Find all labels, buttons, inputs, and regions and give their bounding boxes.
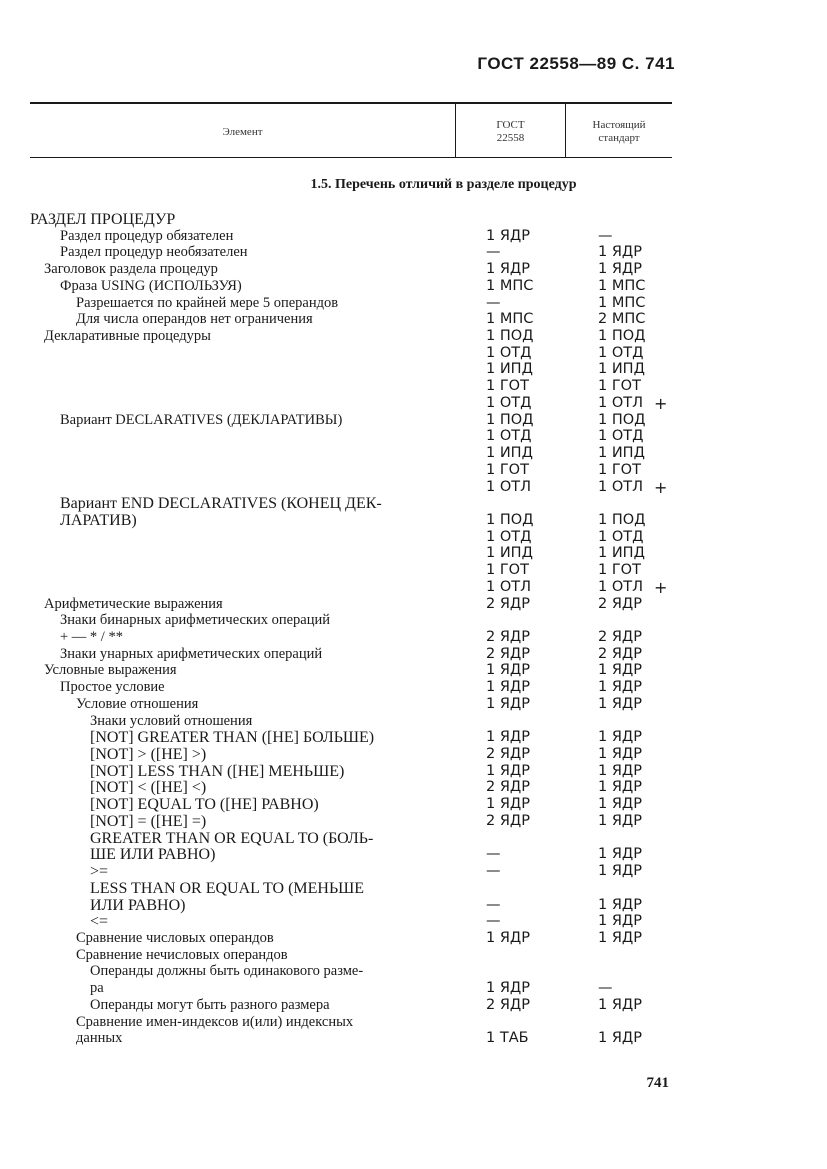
row-current-level: 1 ЯДР bbox=[598, 846, 642, 863]
row-current-level: 1 ОТЛ bbox=[598, 578, 644, 595]
table-row bbox=[0, 796, 827, 813]
row-element-label: ИЛИ РАВНО) bbox=[90, 896, 186, 914]
column-header-current-line: стандарт bbox=[598, 132, 640, 144]
table-row bbox=[0, 529, 827, 546]
row-current-level: 1 ЯДР bbox=[598, 863, 642, 880]
row-element-label: [NOT] EQUAL TO ([НЕ] РАВНО) bbox=[90, 796, 319, 814]
row-element-label: Арифметические выражения bbox=[44, 595, 223, 612]
row-gost-level: 1 МПС bbox=[486, 277, 534, 294]
row-gost-level: 1 ЯДР bbox=[486, 762, 530, 779]
row-current-level: 1 ЯДР bbox=[598, 662, 642, 679]
row-gost-level: 1 ПОД bbox=[486, 511, 534, 528]
row-current-level: 2 ЯДР bbox=[598, 645, 642, 662]
table-row bbox=[0, 428, 827, 445]
row-gost-level: — bbox=[486, 896, 501, 913]
row-plus-mark: + bbox=[654, 577, 668, 597]
row-gost-level: 2 ЯДР bbox=[486, 645, 530, 662]
row-gost-level: 2 ЯДР bbox=[486, 746, 530, 763]
row-gost-level: 1 ЯДР bbox=[486, 729, 530, 746]
table-row bbox=[0, 395, 827, 412]
table-row bbox=[0, 679, 827, 696]
table-row bbox=[0, 512, 827, 529]
row-current-level: 1 ЯДР bbox=[598, 929, 642, 946]
table-row bbox=[0, 562, 827, 579]
row-element-label: ШЕ ИЛИ РАВНО) bbox=[90, 846, 216, 864]
row-element-label: [NOT] < ([НЕ] <) bbox=[90, 779, 207, 797]
table-row bbox=[0, 779, 827, 796]
row-gost-level: — bbox=[486, 294, 501, 311]
table-row bbox=[0, 863, 827, 880]
row-element-label: <= bbox=[90, 913, 109, 931]
row-element-label: Операнды могут быть разного размера bbox=[90, 996, 330, 1013]
row-gost-level: 1 ЯДР bbox=[486, 929, 530, 946]
table-row bbox=[0, 228, 827, 245]
table-row bbox=[0, 261, 827, 278]
row-gost-level: 2 ЯДР bbox=[486, 629, 530, 645]
table-row bbox=[0, 311, 827, 328]
row-current-level: 1 ПОД bbox=[598, 511, 646, 528]
row-current-level: 1 ОТД bbox=[598, 528, 644, 545]
table-row bbox=[0, 897, 827, 914]
table-row bbox=[0, 713, 827, 730]
table-row bbox=[0, 830, 827, 847]
row-gost-level: 1 МПС bbox=[486, 311, 534, 328]
row-current-level: 1 ЯДР bbox=[598, 779, 642, 796]
row-gost-level: 1 ОТД bbox=[486, 428, 532, 445]
row-current-level: 1 ИПД bbox=[598, 445, 645, 462]
row-current-level: — bbox=[598, 227, 613, 244]
row-current-level: 1 ЯДР bbox=[598, 746, 642, 763]
row-current-level: 1 МПС bbox=[598, 277, 646, 294]
table-row bbox=[0, 412, 827, 429]
row-element-label: [NOT] GREATER THAN ([НЕ] БОЛЬШЕ) bbox=[90, 729, 375, 747]
row-current-level: 1 ГОТ bbox=[598, 378, 641, 395]
column-header-element-label: Элемент bbox=[222, 126, 263, 138]
row-element-label: + — * / ** bbox=[60, 629, 123, 645]
row-element-label: GREATER THAN OR EQUAL TO (БОЛЬ- bbox=[90, 829, 374, 847]
row-gost-level: — bbox=[486, 244, 501, 261]
row-current-level: 1 ГОТ bbox=[598, 562, 641, 579]
table-row bbox=[0, 729, 827, 746]
row-current-level: 1 ЯДР bbox=[598, 996, 642, 1013]
table-row bbox=[0, 746, 827, 763]
table-row bbox=[0, 646, 827, 663]
row-element-label: ра bbox=[90, 980, 104, 997]
row-gost-level: 2 ЯДР bbox=[486, 595, 530, 612]
table-row bbox=[0, 445, 827, 462]
table-row bbox=[0, 495, 827, 512]
row-gost-level: 1 ТАБ bbox=[486, 1030, 529, 1047]
column-header-current-line: Настоящий bbox=[592, 119, 646, 131]
row-current-level: 1 ОТД bbox=[598, 344, 644, 361]
table-row bbox=[0, 612, 827, 629]
row-element-label: Разрешается по крайней мере 5 операндов bbox=[76, 294, 339, 311]
row-element-label: Раздел процедур обязателен bbox=[60, 227, 234, 244]
row-current-level: 1 ЯДР bbox=[598, 796, 642, 813]
table-row bbox=[0, 930, 827, 947]
row-element-label: ЛАРАТИВ) bbox=[60, 511, 137, 529]
table-row bbox=[0, 1030, 827, 1047]
table-header-rule bbox=[30, 157, 672, 158]
table-row bbox=[0, 244, 827, 261]
row-current-level: 1 ОТЛ bbox=[598, 478, 644, 495]
row-plus-mark: + bbox=[654, 477, 668, 497]
table-row bbox=[0, 997, 827, 1014]
row-element-label: Фраза USING (ИСПОЛЬЗУЯ) bbox=[60, 277, 242, 294]
row-current-level: 1 ЯДР bbox=[598, 729, 642, 746]
table-row bbox=[0, 545, 827, 562]
row-gost-level: 1 ОТЛ bbox=[486, 578, 532, 595]
row-element-label: Условные выражения bbox=[44, 662, 177, 679]
table-row bbox=[0, 629, 827, 646]
row-current-level: 1 ПОД bbox=[598, 411, 646, 428]
table-row bbox=[0, 345, 827, 362]
table-row bbox=[0, 913, 827, 930]
row-gost-level: 1 ОТЛ bbox=[486, 478, 532, 495]
row-current-level: 1 ЯДР bbox=[598, 896, 642, 913]
table-row bbox=[0, 813, 827, 830]
row-element-label: Вариант END DECLARATIVES (КОНЕЦ ДЕК- bbox=[60, 495, 382, 513]
row-element-label: Условие отношения bbox=[76, 695, 199, 712]
row-current-level: 2 МПС bbox=[598, 311, 646, 328]
row-gost-level: 1 ОТД bbox=[486, 344, 532, 361]
row-current-level: 1 ЯДР bbox=[598, 261, 642, 278]
row-current-level: 1 ОТД bbox=[598, 428, 644, 445]
table-row bbox=[0, 696, 827, 713]
column-header-gost-line: 22558 bbox=[496, 132, 525, 144]
section-title: 1.5. Перечень отличий в разделе процедур bbox=[310, 177, 577, 192]
row-gost-level: 1 ЯДР bbox=[486, 261, 530, 278]
row-gost-level: 1 ЯДР bbox=[486, 679, 530, 696]
row-element-label: >= bbox=[90, 863, 109, 881]
row-current-level: 2 ЯДР bbox=[598, 595, 642, 612]
row-element-label: данных bbox=[76, 1030, 123, 1047]
row-gost-level: 1 ЯДР bbox=[486, 695, 530, 712]
row-current-level: 2 ЯДР bbox=[598, 629, 642, 645]
row-current-level: 1 ПОД bbox=[598, 328, 646, 345]
row-element-label: [NOT] > ([НЕ] >) bbox=[90, 746, 207, 764]
page-number: 741 bbox=[646, 1075, 669, 1091]
row-element-label: Декларативные процедуры bbox=[44, 328, 211, 345]
row-element-label: РАЗДЕЛ ПРОЦЕДУР bbox=[30, 211, 176, 228]
page-header: ГОСТ 22558—89 С. 741 bbox=[477, 54, 675, 73]
table-row bbox=[0, 846, 827, 863]
table-row bbox=[0, 361, 827, 378]
table-row bbox=[0, 378, 827, 395]
row-gost-level: 1 ИПД bbox=[486, 545, 533, 562]
row-current-level: 1 ЯДР bbox=[598, 695, 642, 712]
row-gost-level: 1 ЯДР bbox=[486, 662, 530, 679]
table-row bbox=[0, 462, 827, 479]
row-element-label: [NOT] LESS THAN ([НЕ] МЕНЬШЕ) bbox=[90, 762, 345, 780]
row-element-label: Знаки унарных арифметических операций bbox=[60, 645, 323, 662]
row-current-level: 1 ЯДР bbox=[598, 244, 642, 261]
row-gost-level: — bbox=[486, 913, 501, 930]
row-current-level: 1 ЯДР bbox=[598, 679, 642, 696]
row-element-label: [NOT] = ([НЕ] =) bbox=[90, 812, 207, 830]
column-header-gost bbox=[456, 119, 565, 145]
row-current-level: 1 ИПД bbox=[598, 545, 645, 562]
row-current-level: 1 ЯДР bbox=[598, 762, 642, 779]
table-top-rule bbox=[30, 102, 672, 104]
row-element-label: Сравнение числовых операндов bbox=[76, 929, 274, 946]
row-gost-level: 1 ИПД bbox=[486, 445, 533, 462]
row-gost-level: 2 ЯДР bbox=[486, 996, 530, 1013]
row-gost-level: 1 ЯДР bbox=[486, 980, 530, 997]
row-element-label: Операнды должны быть одинакового разме- bbox=[90, 963, 364, 980]
row-plus-mark: + bbox=[654, 393, 668, 413]
row-current-level: 1 ГОТ bbox=[598, 461, 641, 478]
row-element-label: Сравнение нечисловых операндов bbox=[76, 946, 288, 963]
row-gost-level: — bbox=[486, 863, 501, 880]
row-current-level: 1 ЯДР bbox=[598, 812, 642, 829]
table-row bbox=[0, 980, 827, 997]
row-gost-level: 1 ГОТ bbox=[486, 562, 529, 579]
row-gost-level: 2 ЯДР bbox=[486, 812, 530, 829]
table-row bbox=[0, 328, 827, 345]
table-row bbox=[0, 763, 827, 780]
row-gost-level: 1 ГОТ bbox=[486, 378, 529, 395]
row-gost-level: 2 ЯДР bbox=[486, 779, 530, 796]
row-element-label: Сравнение имен-индексов и(или) индексных bbox=[76, 1013, 354, 1030]
row-element-label: Заголовок раздела процедур bbox=[44, 261, 218, 278]
table-row bbox=[0, 278, 827, 295]
row-current-level: 1 ОТЛ bbox=[598, 394, 644, 411]
row-current-level: 1 ИПД bbox=[598, 361, 645, 378]
row-gost-level: 1 ИПД bbox=[486, 361, 533, 378]
row-element-label: Раздел процедур необязателен bbox=[60, 244, 248, 261]
table-row bbox=[0, 662, 827, 679]
row-gost-level: 1 ОТД bbox=[486, 394, 532, 411]
column-header-current bbox=[566, 119, 672, 145]
row-current-level: 1 МПС bbox=[598, 294, 646, 311]
row-element-label: LESS THAN OR EQUAL TO (МЕНЬШЕ bbox=[90, 879, 365, 897]
table-row bbox=[0, 211, 827, 228]
column-header-gost-line: ГОСТ bbox=[496, 119, 525, 131]
row-current-level: 1 ЯДР bbox=[598, 913, 642, 930]
row-current-level: — bbox=[598, 980, 613, 997]
row-element-label: Знаки условий отношения bbox=[90, 712, 253, 729]
row-gost-level: 1 ГОТ bbox=[486, 461, 529, 478]
column-header-element bbox=[30, 126, 455, 139]
row-element-label: Вариант DECLARATIVES (ДЕКЛАРАТИВЫ) bbox=[60, 411, 343, 428]
row-element-label: Для числа операндов нет ограничения bbox=[76, 311, 313, 328]
table-row bbox=[0, 596, 827, 613]
row-gost-level: — bbox=[486, 846, 501, 863]
table-row bbox=[0, 947, 827, 964]
table-row bbox=[0, 295, 827, 312]
row-gost-level: 1 ЯДР bbox=[486, 796, 530, 813]
row-gost-level: 1 ЯДР bbox=[486, 227, 530, 244]
row-element-label: Простое условие bbox=[60, 679, 165, 696]
table-row bbox=[0, 963, 827, 980]
row-gost-level: 1 ПОД bbox=[486, 411, 534, 428]
row-element-label: Знаки бинарных арифметических операций bbox=[60, 612, 331, 629]
table-row bbox=[0, 880, 827, 897]
table-row bbox=[0, 479, 827, 496]
table-row bbox=[0, 579, 827, 596]
row-gost-level: 1 ОТД bbox=[486, 528, 532, 545]
table-row bbox=[0, 1014, 827, 1031]
row-gost-level: 1 ПОД bbox=[486, 328, 534, 345]
row-current-level: 1 ЯДР bbox=[598, 1030, 642, 1047]
